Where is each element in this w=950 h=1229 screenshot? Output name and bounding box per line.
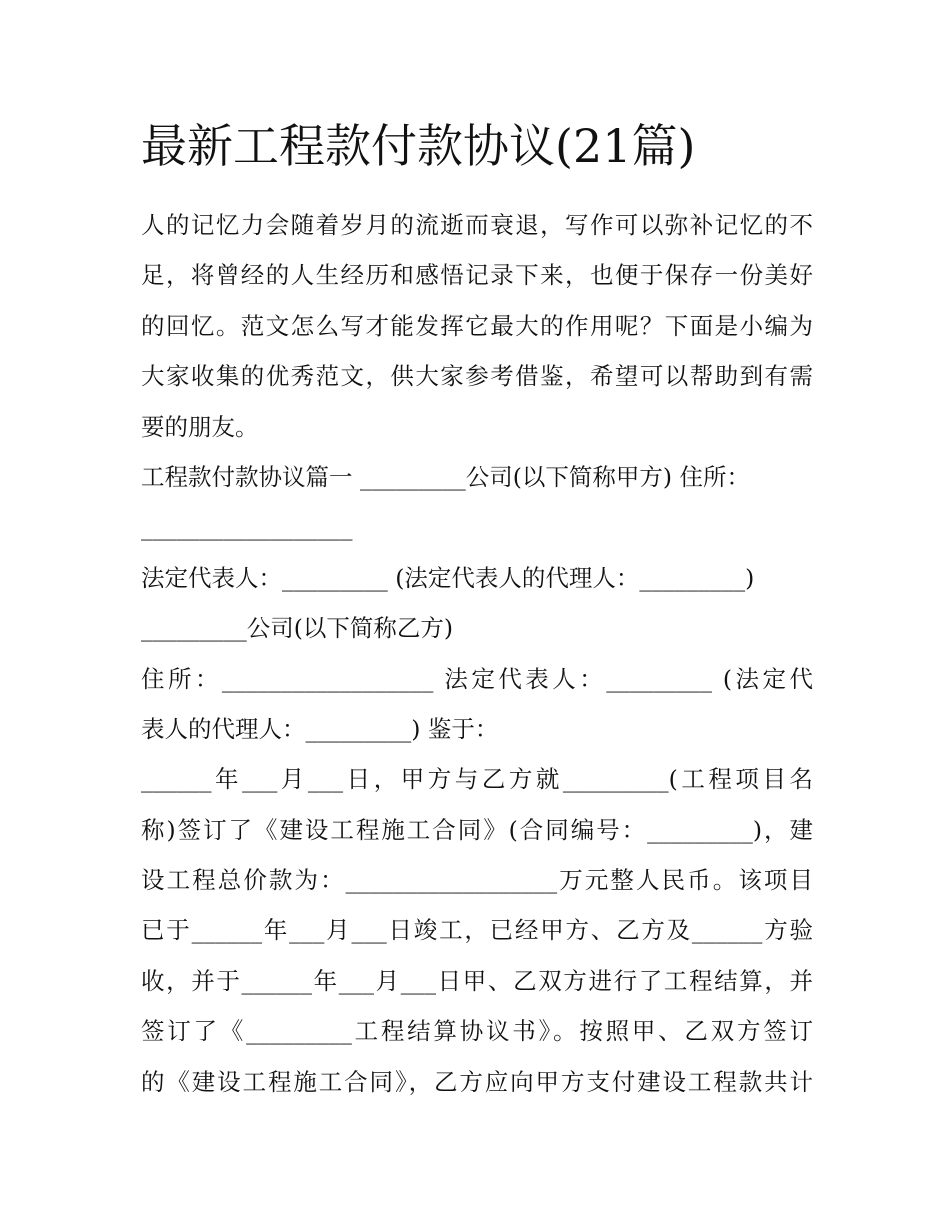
text-line: 工程款付款协议篇一 _________公司(以下简称甲方) 住所： [141, 462, 751, 491]
text-line: 法定代表人：_________ (法定代表人的代理人：_________) [141, 563, 755, 592]
text-line: 人的记忆力会随着岁月的流逝而衰退，写作可以弥补记忆的不 [141, 211, 813, 239]
text-line: 已于______年___月___日竣工，已经甲方、乙方及______方验 [141, 916, 813, 945]
text-line: 住所：__________________ 法定代表人：_________ (法定代 [141, 664, 813, 693]
text-line: 要的朋友。 [141, 412, 259, 441]
text-line: _________公司(以下简称乙方) [141, 614, 454, 643]
text-line: __________________ [141, 513, 353, 542]
text-line: 大家收集的优秀范文，供大家参考借鉴，希望可以帮助到有需 [141, 362, 813, 391]
text-line: 足，将曾经的人生经历和感悟记录下来，也便于保存一份美好 [141, 261, 813, 290]
text-line: 的《建设工程施工合同》，乙方应向甲方支付建设工程款共计 [141, 1067, 813, 1096]
text-line: 表人的代理人：_________) 鉴于： [141, 714, 499, 743]
text-line: 设工程总价款为：__________________万元整人民币。该项目 [141, 866, 813, 895]
document-body [141, 200, 813, 1107]
text-line: 的回忆。范文怎么写才能发挥它最大的作用呢？下面是小编为 [141, 311, 813, 340]
text-line: 称)签订了《建设工程施工合同》(合同编号：_________)，建 [141, 815, 813, 844]
text-line: 收，并于______年___月___日甲、乙双方进行了工程结算，并 [141, 966, 813, 995]
text-line: ______年___月___日，甲方与乙方就_________(工程项目名 [141, 765, 813, 794]
document-title: 最新工程款付款协议(21篇) [141, 119, 696, 173]
text-line: 签订了《_________工程结算协议书》。按照甲、乙双方签订 [141, 1017, 813, 1046]
